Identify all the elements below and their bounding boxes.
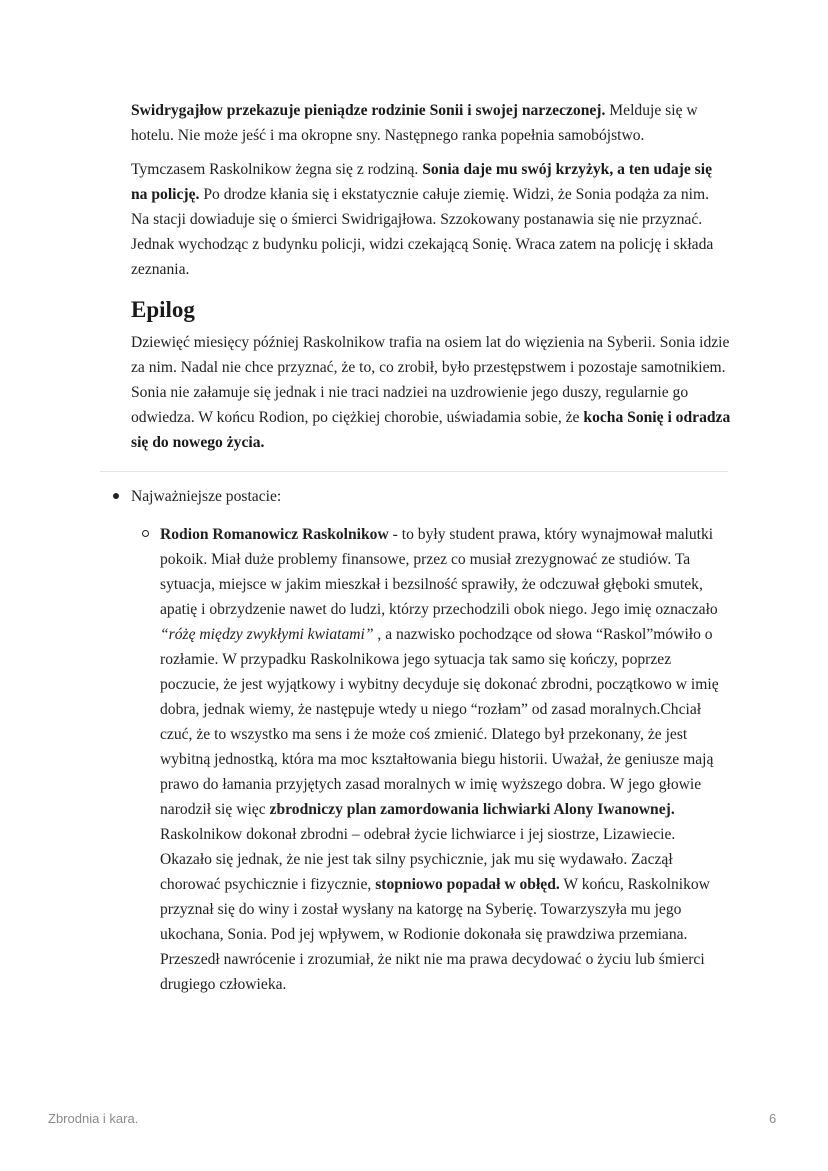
character-name: Rodion Romanowicz Raskolnikow [160,526,389,543]
footer-title: Zbrodnia i kara. [48,1111,139,1126]
character-text: W końcu, Raskolnikow przyznał się do winy i został wysłany na katorgę na Syberię. Towarzyszyła mu jego ukochana, Sonia. Pod jej wpływem, w Rodionie dokonała się prawdziwa przemiana. Przeszedł nawrócenie i zrozumiał, że nikt nie ma prawa decydować o życiu lub śmierci drugiego człowieka. [160,876,710,993]
list-item [113,484,731,509]
paragraph-epilog [131,330,731,455]
characters-label: Najważniejsze postacie: [131,488,282,505]
character-text: , a nazwisko pochodzące od słowa “Raskol”mówiło o rozłamie. W przypadku Raskolnikowa jego sytuacja tak samo się kończy, poprzez poczucie, że jest wyjątkowy i wybitny decyduje się dokonać zbrodni, początkowo w imię dobra, jednak wiemy, że następuje wtedy u niego “rozłam” od zasad moralnych.Chciał czuć, że to wszystko ma sens i że może coś zmienić. Dlatego był przekonany, że jest wybitną jednostką, która ma moc kształtowania biegu historii. Uważał, że geniusze mają prawo do łamania przyjętych zasad moralnych w imię wyższego dobra. W jego głowie narodził się więc [160,626,719,818]
bold-text: stopniowo popadał w obłęd. [375,876,560,893]
bold-text: Swidrygajłow przekazuje pieniądze rodzinie Sonii i swojej narzeczonej. [131,102,606,119]
character-text: - to były student prawa, który wynajmował malutki pokoik. Miał duże problemy finansowe, przez co musiał zrezygnować ze studiów. Ta sytuacja, miejsce w jakim mieszkał i bezsilność sprawiły, że odczuwał głęboki smutek, apatię i obrzydzenie nawet do ludzi, którzy przechodzili obok niego. Jego imię oznaczało [160,526,718,618]
bold-text: kocha Sonię i odradza się do nowego życia. [131,409,731,451]
paragraph-raskolnikow-police [131,157,731,282]
paragraph-text: Po drodze kłania się i ekstatycznie całuje ziemię. Widzi, że Sonia podąża za nim. Na stacji dowiaduje się o śmierci Swidrigajłowa. Szzokowany postanawia się nie przyznać. Jednak wychodząc z budynku policji, widzi czekającą Sonię. Wraca zatem na policję i składa zeznania. [131,186,714,278]
italic-text: “różę między zwykłymi kwiatami” [160,626,374,643]
page-number: 6 [769,1111,777,1126]
circle-bullet-icon [142,530,149,537]
character-text: Raskolnikow dokonał zbrodni – odebrał życie lichwiarce i jej siostrze, Lizawiecie. Okazało się jednak, że nie jest tak silny psychicznie, jak mu się wydawało. Zaczął chorować psychicznie i fizycznie, [160,826,676,893]
paragraph-swidrygajlow [131,98,731,148]
bold-text: Sonia daje mu swój krzyżyk, a ten udaje się na policję. [131,161,712,203]
paragraph-text: Melduje się w hotelu. Nie może jeść i ma okropne sny. Następnego ranka popełnia samobójstwo. [131,102,698,144]
document-body [131,98,731,464]
paragraph-text: Tymczasem Raskolnikow żegna się z rodziną. [131,161,423,178]
bullet-icon [113,493,119,499]
bold-text: zbrodniczy plan zamordowania lichwiarki Alony Iwanownej. [269,801,675,818]
epilog-heading: Epilog [131,297,195,322]
paragraph-text: Dziewięć miesięcy później Raskolnikow trafia na osiem lat do więzienia na Syberii. Sonia idzie za nim. Nadal nie chce przyznać, że to, co zrobił, było przestępstwem i pozostaje samotnikiem. Sonia nie załamuje się jednak i nie traci nadziei na uzdrowienie jego duszy, regularnie go odwiedza. W końcu Rodion, po ciężkiej chorobie, uświadamia sobie, że [131,334,730,426]
list-item-raskolnikow [113,522,731,997]
characters-list [113,484,731,997]
section-divider [100,471,728,472]
